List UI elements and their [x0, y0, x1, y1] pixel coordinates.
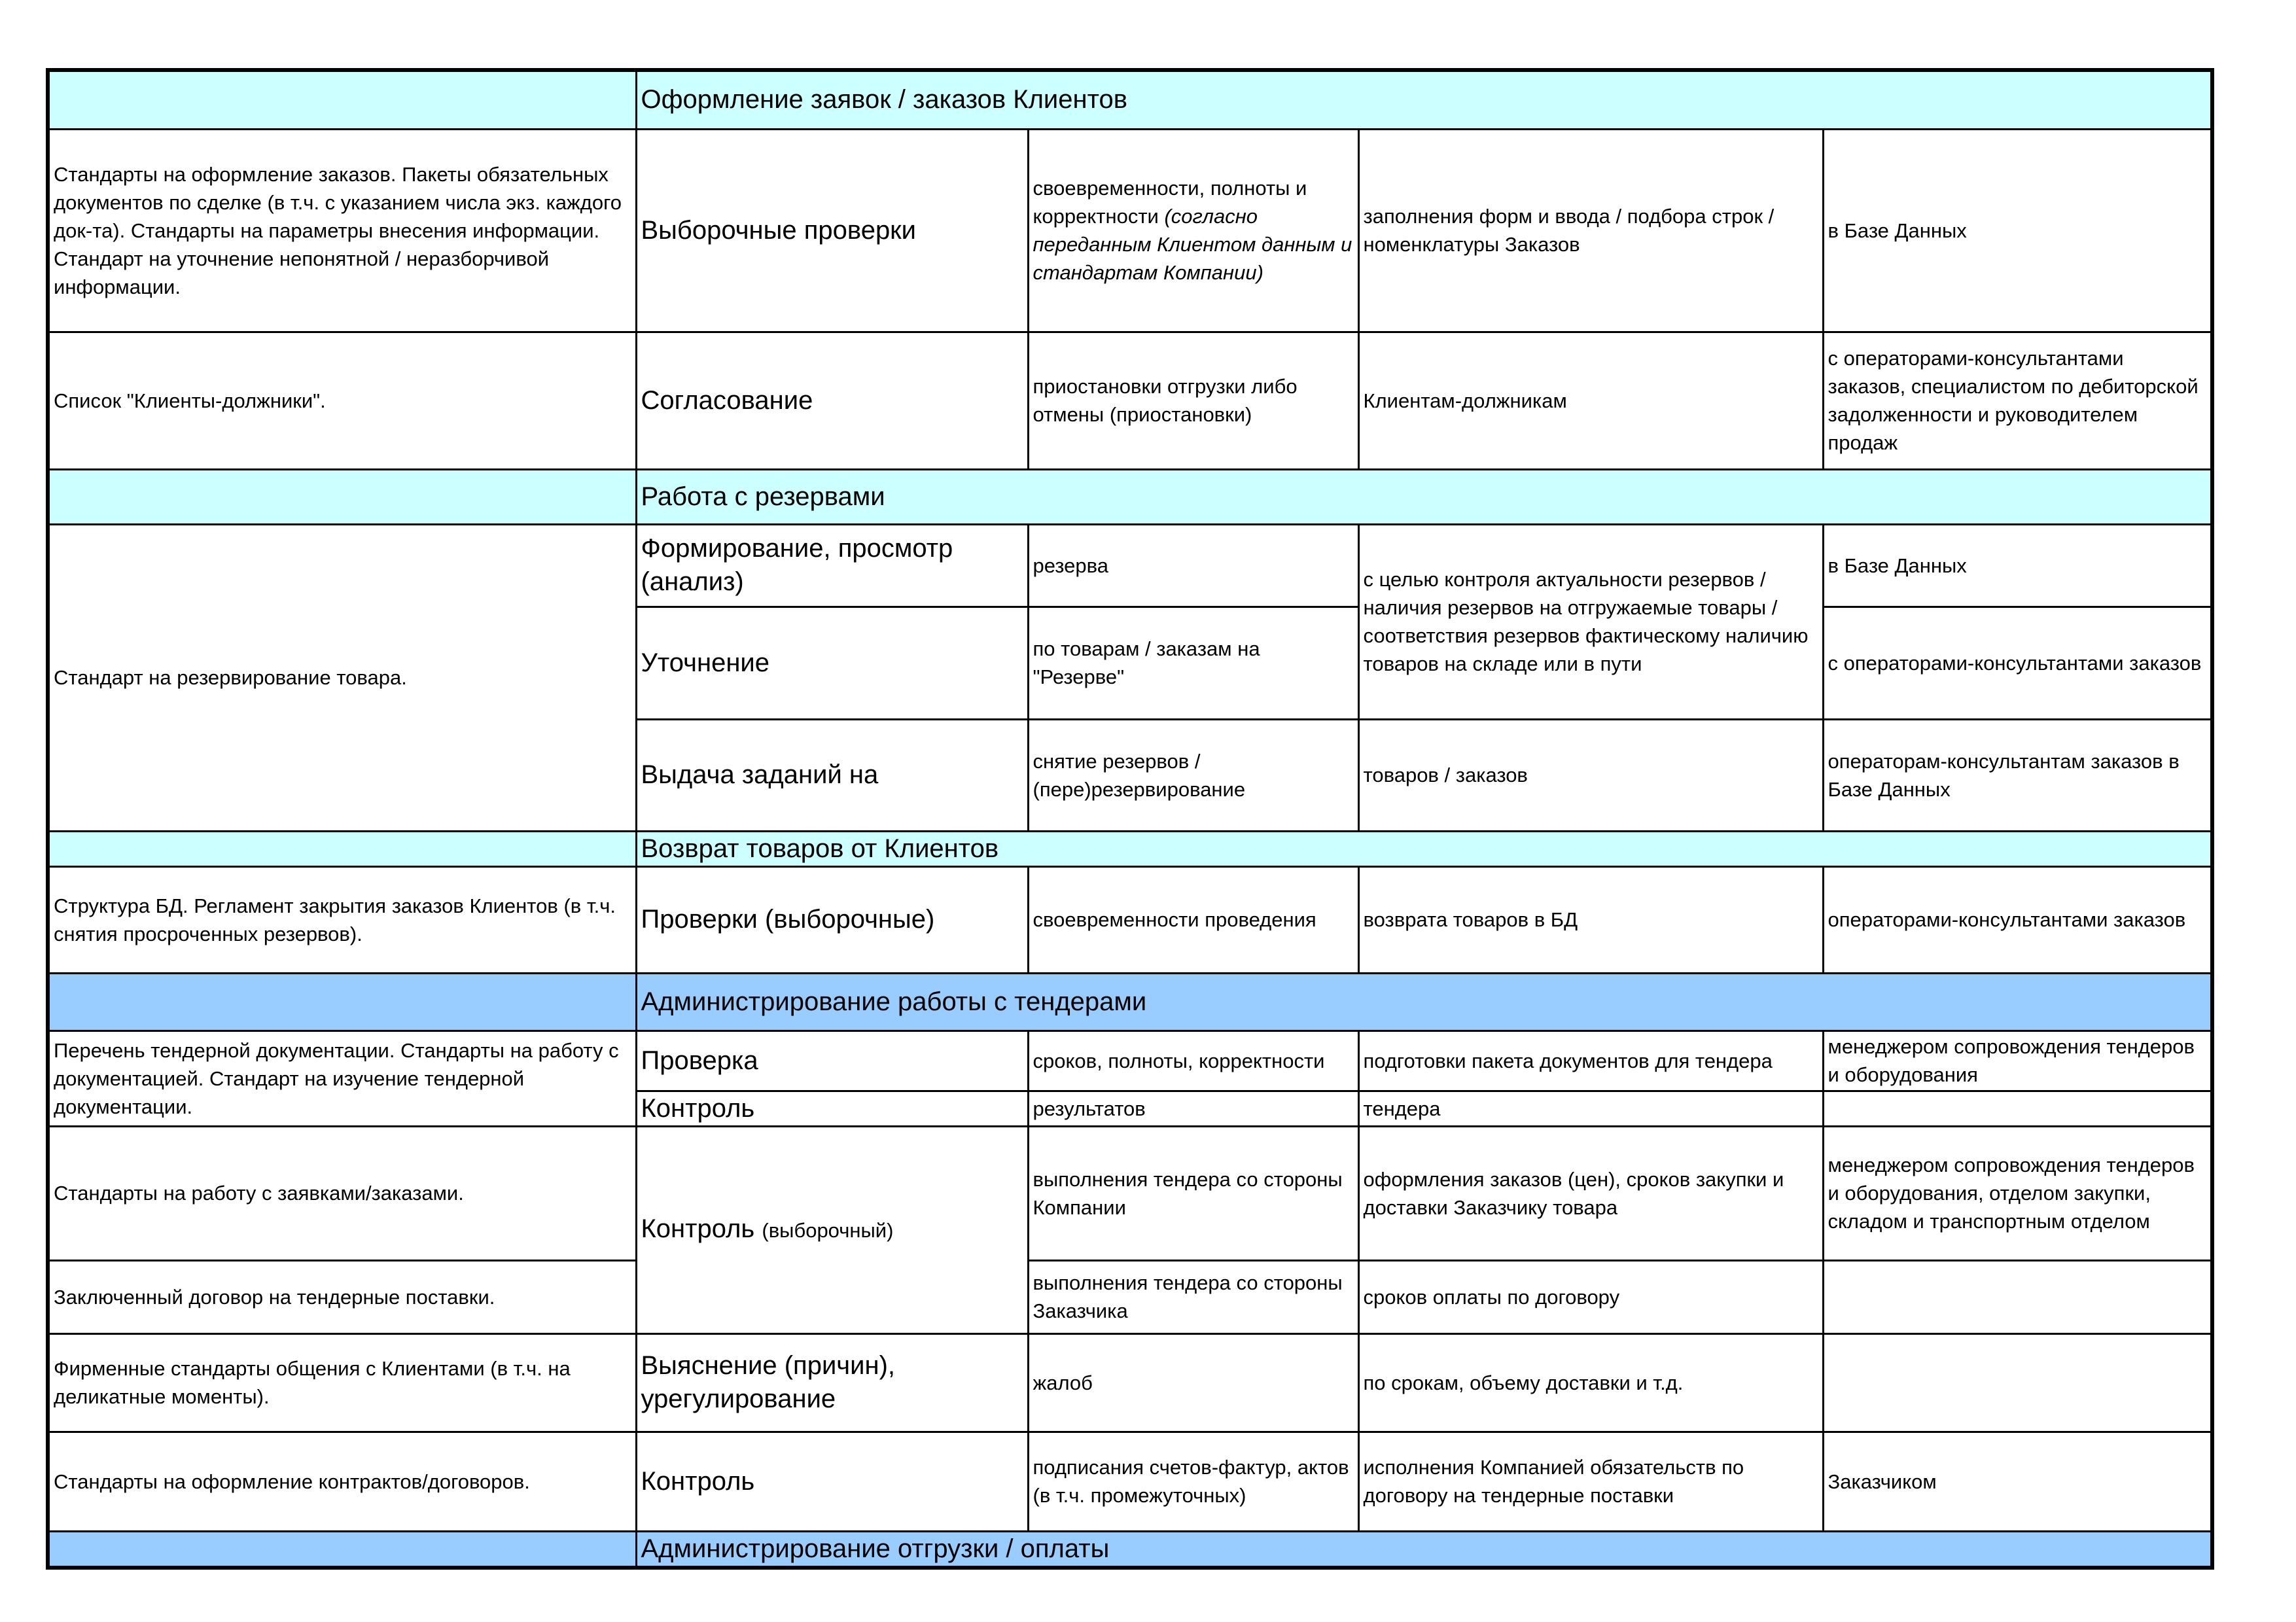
object-cell: сроков, полноты, корректности	[1028, 1031, 1358, 1091]
object-cell: своевременности проведения	[1028, 866, 1358, 973]
object-cell: резерва	[1028, 524, 1358, 607]
table-row	[48, 1432, 2212, 1531]
responsible-cell: Заказчиком	[1823, 1432, 2212, 1531]
standard-cell: Стандарт на резервирование товара.	[48, 524, 636, 831]
responsible-cell: менеджером сопровождения тендеров и оборудования	[1823, 1031, 2212, 1091]
action-cell: Формирование, просмотр (анализ)	[636, 524, 1028, 607]
object-cell: приостановки отгрузки либо отмены (приостановки)	[1028, 332, 1358, 469]
section-title-reserves: Работа с резервами	[636, 469, 2212, 524]
action-cell: Контроль	[636, 1432, 1028, 1531]
responsible-cell: в Базе Данных	[1823, 524, 2212, 607]
section-title-shipping: Администрирование отгрузки / оплаты	[636, 1531, 2212, 1568]
action-cell	[636, 1126, 1028, 1333]
action-cell: Согласование	[636, 332, 1028, 469]
action-note: (выборочный)	[762, 1219, 894, 1242]
action-cell: Контроль	[636, 1091, 1028, 1126]
object-cell: жалоб	[1028, 1333, 1358, 1432]
detail-cell: тендера	[1358, 1091, 1823, 1126]
action-cell: Проверки (выборочные)	[636, 866, 1028, 973]
section-row-orders	[48, 70, 2212, 129]
responsible-cell	[1823, 1333, 2212, 1432]
detail-cell: заполнения форм и ввода / подбора строк / номенклатуры Заказов	[1358, 129, 1823, 332]
table-row	[48, 866, 2212, 973]
detail-cell: по срокам, объему доставки и т.д.	[1358, 1333, 1823, 1432]
standard-cell: Фирменные стандарты общения с Клиентами (в т.ч. на деликатные моменты).	[48, 1333, 636, 1432]
section-spacer	[48, 1531, 636, 1568]
detail-cell: подготовки пакета документов для тендера	[1358, 1031, 1823, 1091]
responsible-cell: с операторами-консультантами заказов	[1823, 607, 2212, 719]
detail-cell: исполнения Компанией обязательств по договору на тендерные поставки	[1358, 1432, 1823, 1531]
action-text: Контроль	[641, 1214, 755, 1243]
table-row	[48, 1031, 2212, 1091]
table-row	[48, 524, 2212, 607]
detail-cell: оформления заказов (цен), сроков закупки и доставки Заказчику товара	[1358, 1126, 1823, 1260]
section-row-returns	[48, 831, 2212, 866]
section-title-orders: Оформление заявок / заказов Клиентов	[636, 70, 2212, 129]
section-spacer	[48, 70, 636, 129]
action-cell: Выборочные проверки	[636, 129, 1028, 332]
object-text: своевременности, полноты и корректности	[1033, 177, 1307, 228]
responsible-cell	[1823, 1091, 2212, 1126]
table-row	[48, 1260, 2212, 1333]
standard-cell: Стандарты на оформление контрактов/договоров.	[48, 1432, 636, 1531]
table-row	[48, 1333, 2212, 1432]
table-row	[48, 129, 2212, 332]
standard-cell: Список "Клиенты-должники".	[48, 332, 636, 469]
object-cell: подписания счетов-фактур, актов (в т.ч. промежуточных)	[1028, 1432, 1358, 1531]
process-table	[46, 68, 2214, 1570]
object-cell: выполнения тендера со стороны Компании	[1028, 1126, 1358, 1260]
standard-cell: Перечень тендерной документации. Стандарты на работу с документацией. Стандарт на изучение тендерной документации.	[48, 1031, 636, 1126]
section-row-shipping	[48, 1531, 2212, 1568]
responsible-cell: в Базе Данных	[1823, 129, 2212, 332]
responsible-cell: с операторами-консультантами заказов, специалистом по дебиторской задолженности и руководителем продаж	[1823, 332, 2212, 469]
detail-cell: товаров / заказов	[1358, 719, 1823, 831]
section-spacer	[48, 831, 636, 866]
action-cell: Выдача заданий на	[636, 719, 1028, 831]
action-cell: Уточнение	[636, 607, 1028, 719]
object-cell: результатов	[1028, 1091, 1358, 1126]
detail-cell: Клиентам-должникам	[1358, 332, 1823, 469]
standard-cell: Структура БД. Регламент закрытия заказов Клиентов (в т.ч. снятия просроченных резервов).	[48, 866, 636, 973]
standard-cell: Стандарты на работу с заявками/заказами.	[48, 1126, 636, 1260]
responsible-cell: менеджером сопровождения тендеров и оборудования, отделом закупки, складом и транспортным отделом	[1823, 1126, 2212, 1260]
action-cell: Проверка	[636, 1031, 1028, 1091]
table-row	[48, 1126, 2212, 1260]
section-row-reserves	[48, 469, 2212, 524]
section-title-returns: Возврат товаров от Клиентов	[636, 831, 2212, 866]
responsible-cell	[1823, 1260, 2212, 1333]
detail-cell: с целью контроля актуальности резервов / наличия резервов на отгружаемые товары / соответствия резервов фактическому наличию товаров на складе или в пути	[1358, 524, 1823, 719]
standard-cell: Заключенный договор на тендерные поставки.	[48, 1260, 636, 1333]
action-cell: Выяснение (причин), урегулирование	[636, 1333, 1028, 1432]
detail-cell: сроков оплаты по договору	[1358, 1260, 1823, 1333]
detail-cell: возврата товаров в БД	[1358, 866, 1823, 973]
section-spacer	[48, 973, 636, 1031]
responsible-cell: операторам-консультантам заказов в Базе Данных	[1823, 719, 2212, 831]
object-cell: снятие резервов / (пере)резервирование	[1028, 719, 1358, 831]
section-spacer	[48, 469, 636, 524]
table-row	[48, 332, 2212, 469]
section-title-tenders: Администрирование работы с тендерами	[636, 973, 2212, 1031]
responsible-cell: операторами-консультантами заказов	[1823, 866, 2212, 973]
standard-cell: Стандарты на оформление заказов. Пакеты обязательных документов по сделке (в т.ч. с указанием числа экз. каждого док-та). Стандарты на параметры внесения информации. Стандарт на уточнение непонятной / неразборчивой информации.	[48, 129, 636, 332]
object-cell: по товарам / заказам на "Резерве"	[1028, 607, 1358, 719]
object-cell: выполнения тендера со стороны Заказчика	[1028, 1260, 1358, 1333]
object-note: (согласно переданным Клиентом данным и стандартам Компании)	[1033, 205, 1352, 284]
section-row-tenders	[48, 973, 2212, 1031]
object-cell	[1028, 129, 1358, 332]
